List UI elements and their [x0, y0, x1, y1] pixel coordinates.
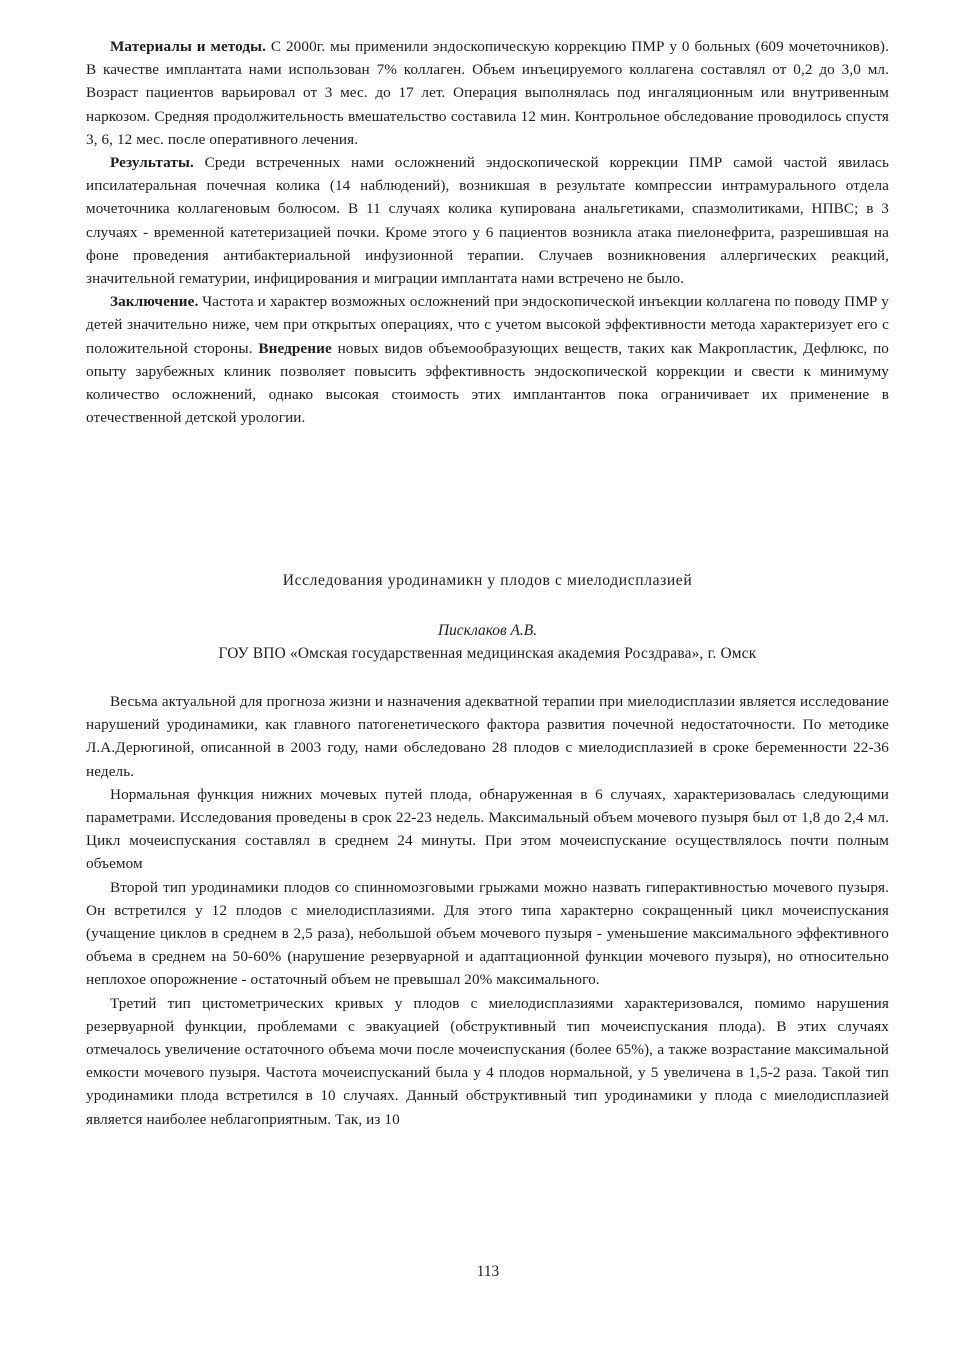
article-title: Исследования уродинамикн у плодов с миелодисплазией	[282, 572, 693, 589]
conclusion-text: Частота и характер возможных осложнений при эндоскопической инъекции коллагена по поводу ПМР у детей значительно ниже, чем при открытых операциях, что с учетом высокой эффективности метода характеризует его с положительной стороны.	[86, 293, 889, 357]
page-number: 113	[476, 1263, 500, 1280]
section-previous-article	[86, 35, 889, 429]
article-author: Писклаков А.В.	[437, 622, 538, 639]
methods-text: С 2000г. мы применили эндоскопическую коррекцию ПМР у 0 больных (609 мочеточников). В качестве имплантата нами использован 7% коллаген. Объем инъецируемого коллагена составлял от 0,2 до 3,0 мл. Возраст пациентов варьировал от 3 мес. до 17 лет. Операция выполнялась под ингаляционным или внутривенным наркозом. Средняя продолжительность вмешательство составила 12 мин. Контрольное обследование проводилось спустя 3, 6, 12 мес. после оперативного лечения.	[86, 38, 889, 148]
implementation-text: новых видов объемообразующих веществ, таких как Макропластик, Дефлюкс, по опыту зарубежных клиник позволяет повысить эффективность эндоскопической коррекции и свести к минимуму количество осложнений, однако высокая стоимость этих имплантантов пока ограничивает их применение в отечественной детской урологии.	[86, 339, 889, 427]
methods-heading: Материалы и методы.	[110, 38, 267, 55]
conclusion-heading: Заключение.	[110, 293, 199, 311]
article-body	[86, 690, 889, 1131]
results-heading: Результаты.	[110, 154, 194, 172]
article-paragraph: Третий тип цистометрических кривых у плодов с миелодисплазиями характеризовался, помимо нарушения резервуарной функции, проблемами с эвакуацией (обструктивный тип мочеиспускания плода). В этих случаях отмечалось увеличение остаточного объема мочи после мочеиспускания (более 65%), а также возрастание максимальной емкости мочевого пузыря. Частота мочеиспусканий была у 4 плодов нормальной, у 5 увеличена в 1,5-2 раза. Такой тип уродинамики плода встретился в 10 случаях. Данный обструктивный тип уродинамики у плода с миелодисплазией является наиболее неблагоприятным. Так, из 10	[86, 994, 889, 1128]
article-paragraph: Второй тип уродинамики плодов со спинномозговыми грыжами можно назвать гиперактивностью мочевого пузыря. Он встретился у 12 плодов с миелодисплазиями. Для этого типа характерно сокращенный цикл мочеиспускания (учащение циклов в среднем в 2,5 раза), небольшой объем мочевого пузыря - уменьшение максимального эффективного объема в среднем на 50-60% (нарушение резервуарной и адаптационной функции мочевого пузыря), но относительно неплохое опорожнение - остаточный объем не превышал 20% максимального.	[86, 878, 889, 989]
article-affiliation: ГОУ ВПО «Омская государственная медицинская академия Росздрава», г. Омск	[218, 645, 757, 662]
article-paragraph: Нормальная функция нижних мочевых путей плода, обнаруженная в 6 случаях, характеризовалась следующими параметрами. Исследования проведены в срок 22-23 недель. Максимальный объем мочевого пузыря был от 1,8 до 2,4 мл. Цикл мочеиспускания составлял в среднем 24 минуты. При этом мочеиспускание осуществлялось почти полным объемом	[86, 785, 889, 873]
paragraph-conclusion	[86, 290, 889, 429]
results-text: Среди встреченных нами осложнений эндоскопической коррекции ПМР самой частой явилась ипсилатеральная почечная колика (14 наблюдений), возникшая в результате компрессии интрамурального отдела мочеточника коллагеновым болюсом. В 11 случаях колика купирована анальгетиками, спазмолитиками, НПВС; в 3 случаях - временной катетеризацией почки. Кроме этого у 6 пациентов возникла атака пиелонефрита, разрешившая на фоне проведения антибактериальной инфузионной терапии. Случаев возникновения аллергических реакций, значительной гематурии, инфицирования и миграции имплантата нами встречено не было.	[86, 154, 889, 288]
implementation-heading: Внедрение	[258, 339, 332, 357]
paragraph-methods	[86, 35, 889, 151]
paragraph-results	[86, 151, 889, 290]
article-paragraph: Весьма актуальной для прогноза жизни и назначения адекватной терапии при миелодисплазии является исследование нарушений уродинамики, как главного патогенетического фактора развития почечной недостаточности. По методике Л.А.Дерюгиной, описанной в 2003 году, нами обследовано 28 плодов с миелодисплазией в сроке беременности 22-36 недель.	[86, 693, 889, 780]
